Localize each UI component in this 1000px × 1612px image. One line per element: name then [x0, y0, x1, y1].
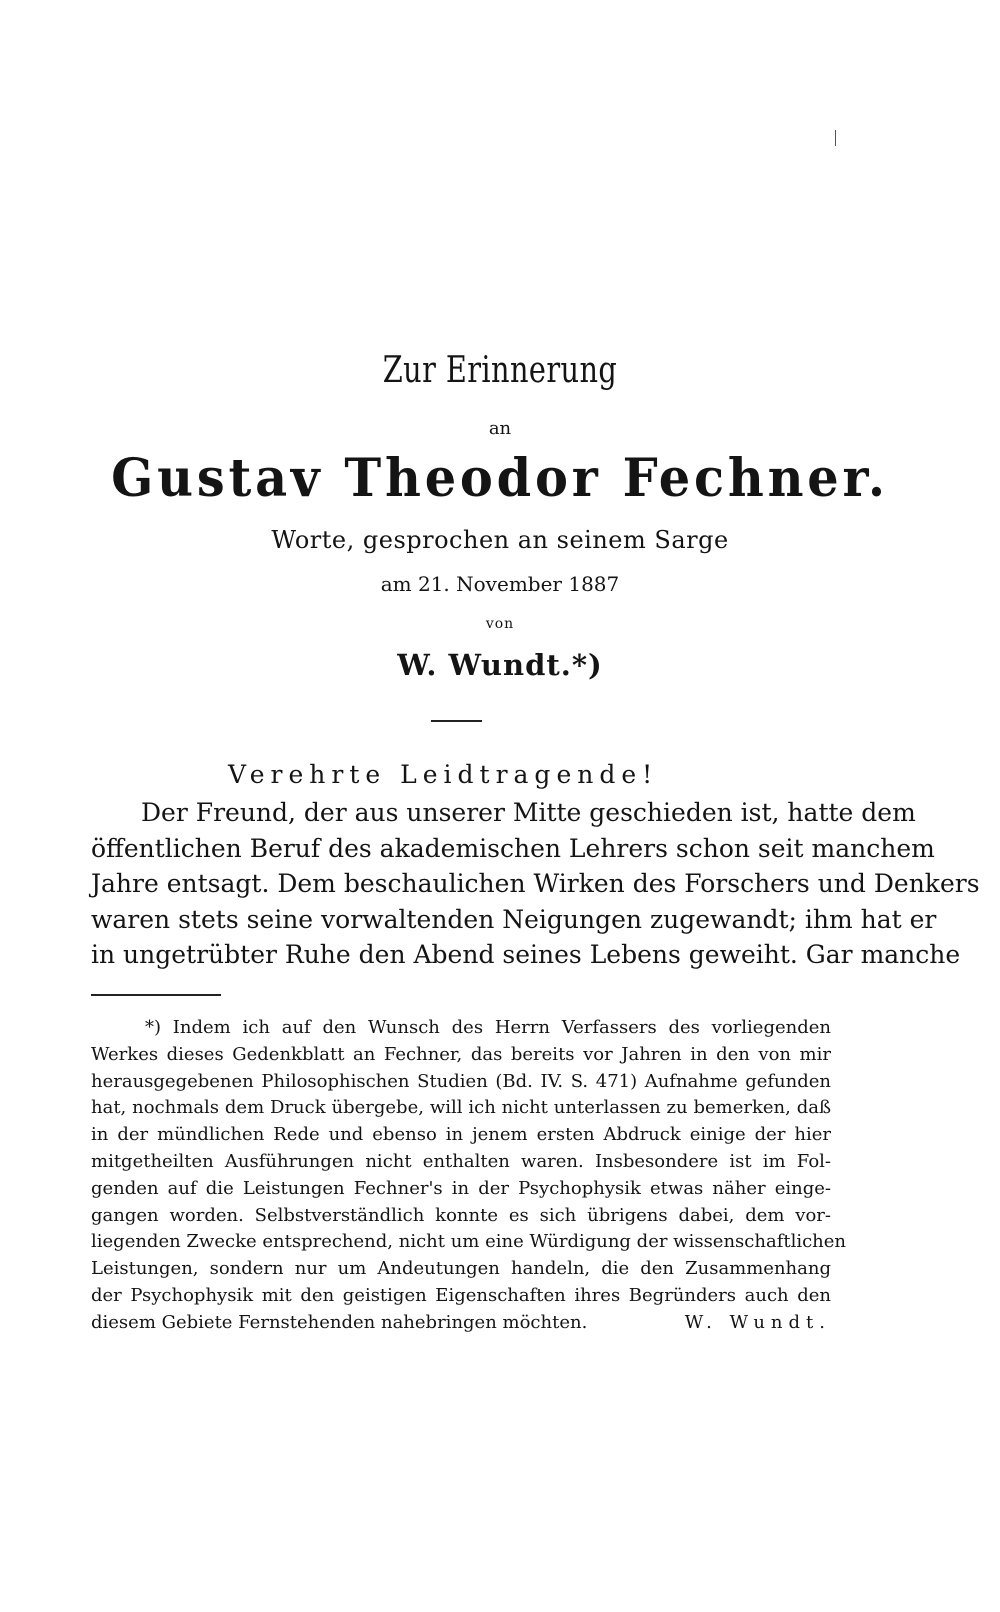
- footnote-line: genden auf die Leistungen Fechner's in der Psychophysik etwas näher einge-: [91, 1177, 831, 1199]
- body-paragraph: [91, 795, 980, 973]
- footnote-line: hat, nochmals dem Druck übergebe, will ich nicht unterlassen zu bemerken, daß: [91, 1097, 831, 1119]
- title-line-1: Zur Erinnerung: [382, 350, 618, 391]
- footnote: [91, 1015, 847, 1337]
- body-line: Der Freund, der aus unserer Mitte geschieden ist, hatte dem: [141, 798, 916, 827]
- author-line: W. Wundt.*): [397, 648, 603, 682]
- body-line: öffentlichen Beruf des akademischen Lehrers schon seit manchem: [91, 833, 935, 863]
- footnote-line: liegenden Zwecke entsprechend, nicht um eine Würdigung der wissenschaftlichen: [91, 1231, 847, 1253]
- date-line: am 21. November 1887: [380, 572, 620, 596]
- title-line-2: an: [488, 418, 512, 439]
- footnote-line: *) Indem ich auf den Wunsch des Herrn Verfassers des vorliegenden: [145, 1017, 831, 1038]
- body-line: in ungetrübter Ruhe den Abend seines Lebens geweiht. Gar manche: [91, 940, 961, 969]
- footnote-line: gangen worden. Selbstverständlich konnte es sich übrigens dabei, dem vor-: [91, 1204, 831, 1226]
- footnote-line: in der mündlichen Rede und ebenso in jenem ersten Abdruck einige der hier: [91, 1124, 831, 1146]
- title-name: Gustav Theodor Fechner.: [111, 448, 889, 509]
- footnote-line: Werkes dieses Gedenkblatt an Fechner, das bereits vor Jahren in den von mir: [91, 1043, 831, 1065]
- footnote-line: der Psychophysik mit den geistigen Eigenschaften ihres Begründers auch den: [91, 1284, 831, 1306]
- by-line: von: [485, 616, 515, 632]
- footnote-last-line: [91, 1310, 831, 1337]
- footnote-divider: [91, 994, 221, 996]
- footnote-line: mitgetheilten Ausführungen nicht enthalten waren. Insbesondere ist im Fol-: [91, 1150, 831, 1172]
- footnote-line: Leistungen, sondern nur um Andeutungen handeln, die den Zusammenhang: [91, 1258, 831, 1280]
- title-divider: [431, 720, 482, 722]
- footnote-signature: W. Wundt.: [684, 1311, 831, 1333]
- footnote-line: herausgegebenen Philosophischen Studien (Bd. IV. S. 471) Aufnahme gefunden: [91, 1070, 831, 1092]
- footnote-line: diesem Gebiete Fernstehenden nahebringen möchten.: [91, 1311, 588, 1333]
- stray-mark: [835, 130, 836, 146]
- subtitle: Worte, gesprochen an seinem Sarge: [271, 526, 729, 554]
- body-line: waren stets seine vorwaltenden Neigungen zugewandt; ihm hat er: [91, 904, 937, 934]
- body-line: Jahre entsagt. Dem beschaulichen Wirken des Forschers und Denkers: [91, 869, 980, 898]
- salutation: Verehrte Leidtragende!: [228, 760, 659, 789]
